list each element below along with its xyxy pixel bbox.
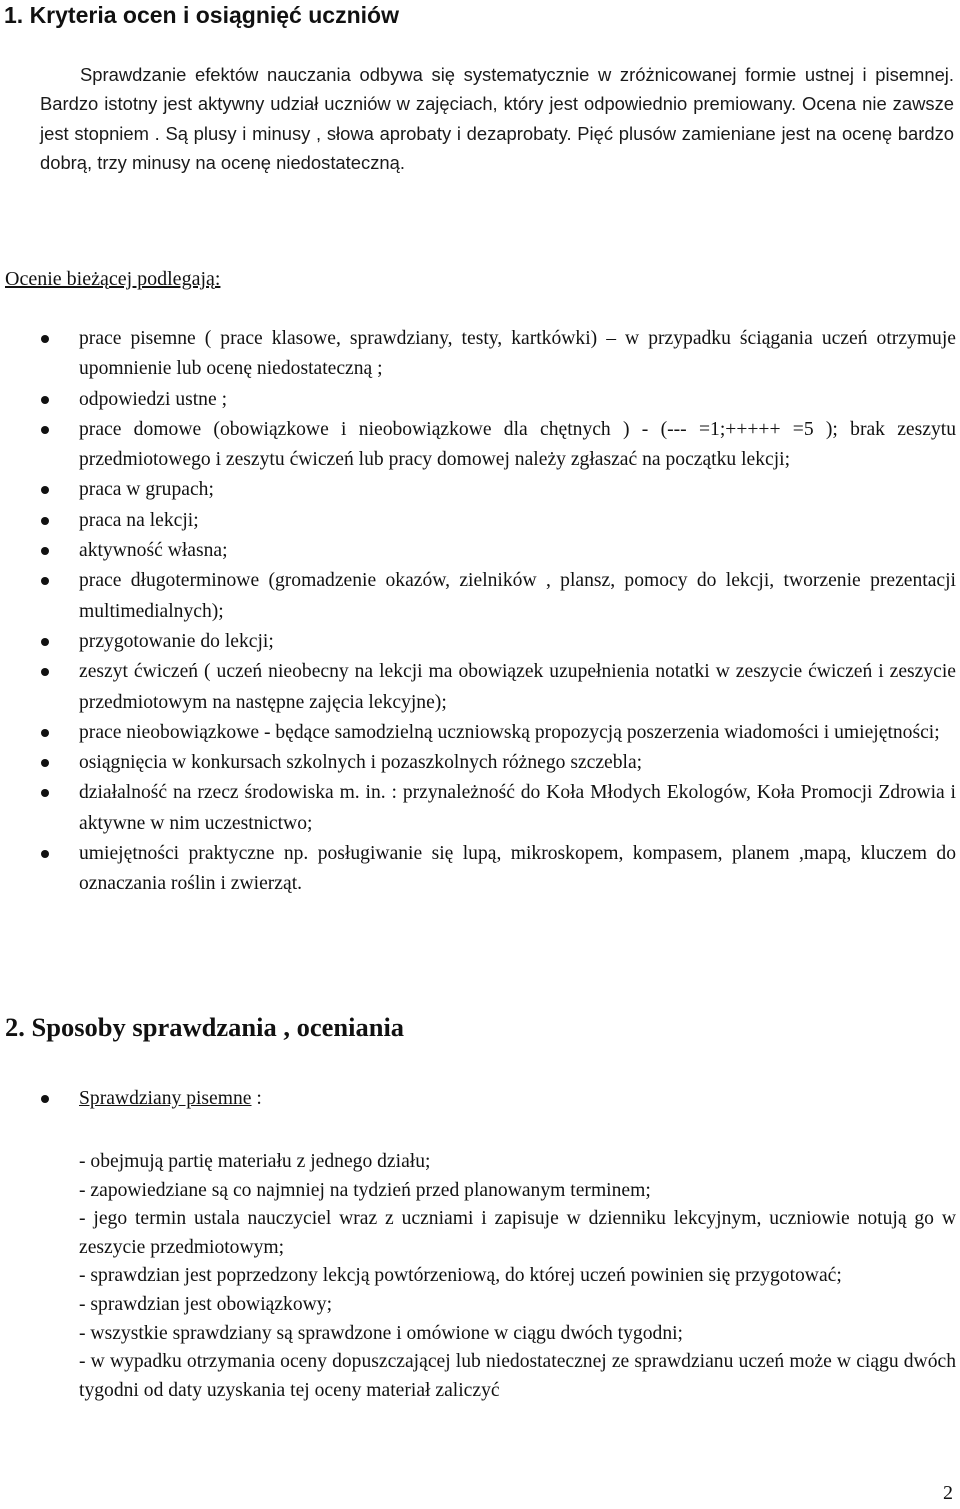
written-tests-suffix: :	[251, 1088, 262, 1109]
bullet-icon	[41, 729, 49, 737]
list-item-text: przygotowanie do lekcji;	[79, 630, 274, 652]
written-tests-rules-list	[79, 1148, 956, 1405]
list-item	[0, 536, 956, 566]
bullet-icon	[41, 335, 49, 343]
rule-item: - sprawdzian jest obowiązkowy;	[79, 1293, 333, 1315]
section-2-title: 2. Sposoby sprawdzania , oceniania	[5, 1012, 405, 1042]
bullet-icon	[41, 638, 49, 646]
list-item-text: praca na lekcji;	[79, 509, 199, 531]
bullet-icon	[41, 577, 49, 585]
list-item-text: prace długoterminowe (gromadzenie okazów, zielników , plansz, pomocy do lekcji, tworzenie prezentacji multimedialnych);	[79, 570, 956, 622]
list-item-text: prace pisemne ( prace klasowe, sprawdziany, testy, kartkówki) – w przypadku ściągania uczeń otrzymuje upomnienie lub ocenę niedostateczną ;	[79, 328, 956, 380]
list-item-text: prace domowe (obowiązkowe i nieobowiązkowe dla chętnych ) - (--- =1;+++++ =5 ); brak zeszytu przedmiotowego i zeszytu ćwiczeń lub pracy domowej należy zgłaszać na początku lekcji;	[79, 418, 956, 471]
bullet-icon	[41, 517, 49, 525]
list-item-text: aktywność własna;	[79, 540, 228, 562]
intro-paragraph: Sprawdzanie efektów nauczania odbywa się systematycznie w zróżnicowanej formie ustnej i pisemnej. Bardzo istotny jest aktywny udział uczniów w zajęciach, który jest odpowiednio premiowany. Ocena nie zawsze jest stopniem . Są plusy i minusy , słowa aprobaty i dezaprobaty. Pięć plusów zamieniane jest na ocenę bardzo dobrą, trzy minusy na ocenę niedostateczną.	[40, 64, 954, 173]
bullet-icon	[41, 396, 49, 404]
list-item	[0, 839, 956, 900]
bullet-icon	[41, 486, 49, 494]
list-item	[0, 566, 956, 627]
rule-item: - wszystkie sprawdziany są sprawdzone i omówione w ciągu dwóch tygodni;	[79, 1322, 684, 1344]
list-item	[0, 748, 956, 778]
written-tests-label-wrap	[79, 1084, 262, 1114]
list-item	[0, 475, 956, 505]
section-1-title: 1. Kryteria ocen i osiągnięć uczniów	[4, 2, 399, 28]
bullet-icon	[41, 789, 49, 797]
bullet-icon	[41, 426, 49, 434]
rule-item: - w wypadku otrzymania oceny dopuszczającej lub niedostatecznej ze sprawdzianu uczeń może w ciągu dwóch tygodni od daty uzyskania tej oceny materiał zaliczyć	[79, 1351, 956, 1401]
list-item	[0, 718, 956, 748]
list-item	[0, 415, 956, 476]
assessment-items-list	[0, 324, 960, 900]
bullet-icon	[41, 1095, 49, 1103]
list-item	[0, 657, 956, 718]
written-tests-label: Sprawdziany pisemne	[79, 1088, 252, 1109]
list-item	[0, 506, 956, 536]
rule-item: - zapowiedziane są co najmniej na tydzień przed planowanym terminem;	[79, 1179, 651, 1201]
list-item	[0, 324, 956, 385]
bullet-icon	[41, 759, 49, 767]
list-item-text: osiągnięcia w konkursach szkolnych i pozaszkolnych różnego szczebla;	[79, 752, 643, 774]
list-item	[0, 778, 956, 839]
rule-item: - sprawdzian jest poprzedzony lekcją powtórzeniową, do której uczeń powinien się przygotować;	[79, 1265, 842, 1287]
bullet-icon	[41, 547, 49, 555]
list-item-text: odpowiedzi ustne ;	[79, 388, 228, 410]
rule-item: - obejmują partię materiału z jednego działu;	[79, 1151, 431, 1172]
current-assessment-heading: Ocenie bieżącej podlegają:	[5, 268, 221, 290]
page-number: 2	[943, 1482, 953, 1504]
list-item-text: prace nieobowiązkowe - będące samodzielną uczniowską propozycją poszerzenia wiadomości i umiejętności;	[79, 721, 940, 743]
bullet-icon	[41, 668, 49, 676]
rule-item: - jego termin ustala nauczyciel wraz z uczniami i zapisuje w dzienniku lekcyjnym, uczniowie notują go w zeszycie przedmiotowym;	[79, 1208, 956, 1258]
list-item	[0, 627, 956, 657]
list-item	[0, 385, 956, 415]
list-item-text: zeszyt ćwiczeń ( uczeń nieobecny na lekcji ma obowiązek uzupełnienia notatki w zeszycie ćwiczeń i zeszycie przedmiotowym na następne zajęcia lekcyjne);	[79, 661, 956, 713]
list-item-text: działalność na rzecz środowiska m. in. : przynależność do Koła Młodych Ekologów, Koła Promocji Zdrowia i aktywne w nim uczestnictwo;	[79, 782, 956, 834]
list-item-text: praca w grupach;	[79, 479, 214, 501]
list-item-text: umiejętności praktyczne np. posługiwanie się lupą, mikroskopem, kompasem, planem ,mapą, kluczem do oznaczania roślin i zwierząt.	[79, 843, 956, 895]
bullet-icon	[41, 850, 49, 858]
